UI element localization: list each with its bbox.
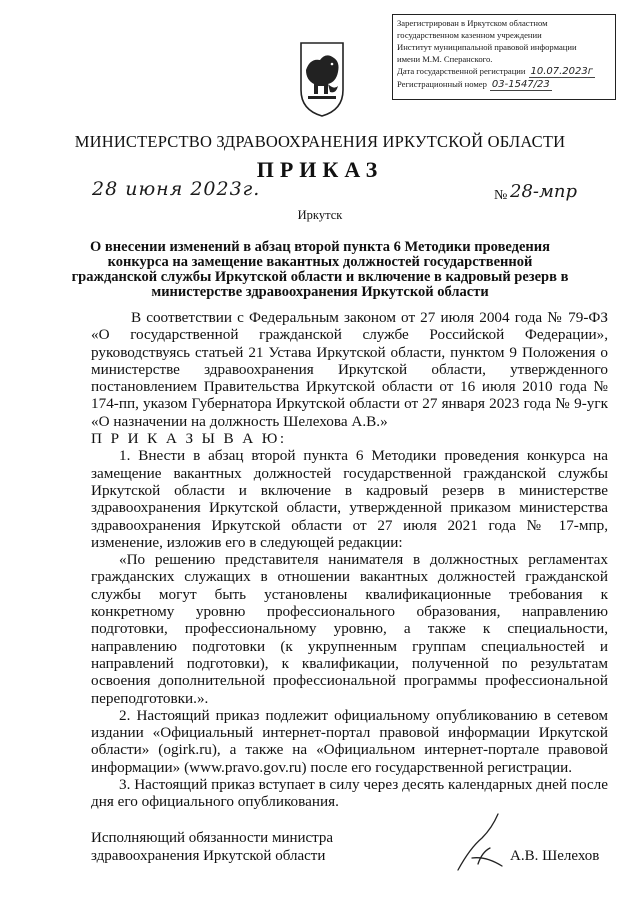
document-date: 28 июня 2023г. (92, 178, 261, 200)
item-1-paragraph: 1. Внести в абзац второй пункта 6 Методики проведения конкурса на замещение вакантных должностей государственной гражданской службы Иркутской области и включение в кадровый резерв в министерстве здравоохранения Иркутской области, утвержденной приказом министерства здравоохранения Иркутской области от 27 июля 2021 года № 17-мпр, изменение, изложив его в следующей редакции: (91, 447, 608, 551)
stamp-line-2: государственном казенном учреждении (397, 30, 542, 40)
signer-position-line-2: здравоохранения Иркутской области (91, 847, 326, 864)
signature-block (91, 830, 333, 865)
document-body (91, 309, 608, 811)
stamp-line-3: Институт муниципальной правовой информации (397, 42, 577, 52)
stamp-line-1: Зарегистрирован в Иркутском областном (397, 18, 548, 28)
item-2-paragraph: 2. Настоящий приказ подлежит официальному опубликованию в сетевом издании «Официальный интернет-портал правовой информации Иркутской области» (ogirk.ru), а также на «Официальном интернет-портале правовой информации» (www.pravo.gov.ru) после его государственной регистрации. (91, 706, 608, 776)
signer-name: А.В. Шелехов (510, 848, 600, 864)
stamp-line-4: имени М.М. Сперанского. (397, 54, 493, 64)
number-label: № (494, 188, 508, 203)
item-3-paragraph: 3. Настоящий приказ вступает в силу через десять календарных дней после дня его официального опубликования. (91, 776, 608, 811)
handwritten-signature-icon (452, 808, 512, 878)
stamp-date-value: 10.07.2023г (530, 66, 594, 77)
coat-of-arms-icon (298, 40, 346, 118)
stamp-date-row (397, 65, 611, 78)
stamp-date-label: Дата государственной регистрации (397, 66, 526, 76)
stamp-number-row (397, 78, 611, 91)
city: Иркутск (297, 208, 343, 222)
stamp-number-value: 03-1547/23 (491, 79, 550, 90)
signer-position-line-1: Исполняющий обязанности министра (91, 830, 334, 846)
document-number: 28-мпр (510, 181, 578, 202)
quote-paragraph: «По решению представителя нанимателя в должностных регламентах гражданских служащих в отношении вакантных должностей гражданской службы могут быть установлены квалификационные требования к конкретному уровню профессионального образования, направлению подготовки, профессиональному уровню, а также к специальности, направлению подготовки (к укрупненным группам специальностей и направлений подготовки), к квалификации, полученной по результатам освоения дополнительной профессиональной программы профессиональной переподготовки.». (91, 551, 608, 707)
preamble-paragraph: В соответствии с Федеральным законом от 27 июля 2004 года № 79-ФЗ «О государственной гражданской службе Российской Федерации», руководствуясь статьей 21 Устава Иркутской области, пунктом 9 Положения о министерстве здравоохранения Иркутской области, утвержденного постановлением Правительства Иркутской области от 16 июля 2010 года № 174-пп, указом Губернатора Иркутской области от 27 января 2023 года № 9-угк «О назначении на должность Шелехова А.В.» (91, 309, 608, 430)
stamp-number-label: Регистрационный номер (397, 79, 487, 89)
registration-stamp (392, 14, 616, 100)
order-word: П Р И К А З Ы В А Ю: (91, 430, 287, 448)
document-type: ПРИКАЗ (256, 157, 384, 182)
ministry-name: МИНИСТЕРСТВО ЗДРАВООХРАНЕНИЯ ИРКУТСКОЙ ОБЛАСТИ (74, 132, 566, 151)
document-title: О внесении изменений в абзац второй пункта 6 Методики проведения конкурса на замещение вакантных должностей государственной гражданской службы Иркутской области и включение в кадровый резерв в министерстве здравоохранения Иркутской области (71, 239, 569, 300)
